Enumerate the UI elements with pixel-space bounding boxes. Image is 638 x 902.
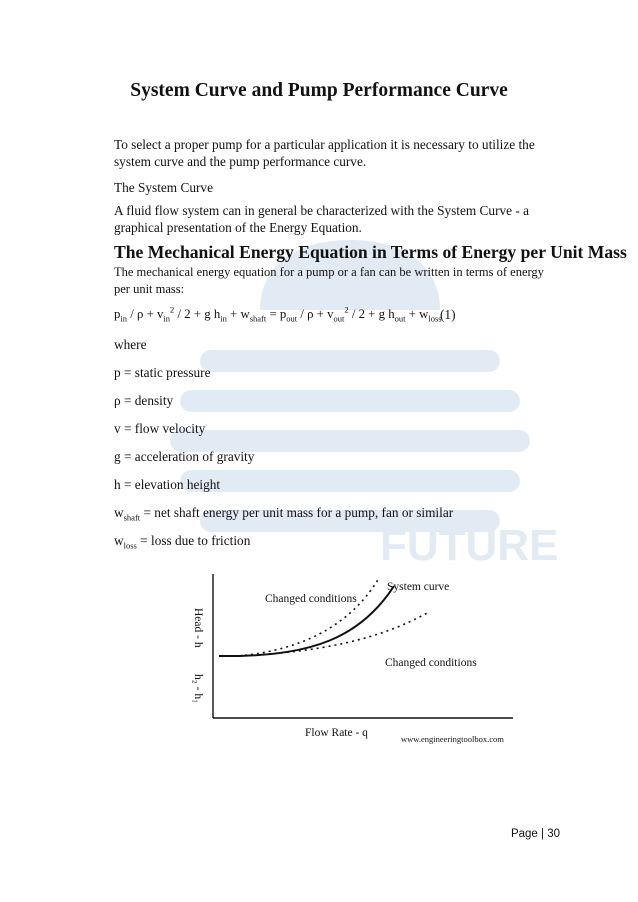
axis-label-flow-rate: Flow Rate - q [305, 727, 368, 739]
changed-conditions-lower-line [239, 612, 429, 656]
label-changed-top: Changed conditions [265, 593, 357, 605]
axis-label-h2-h1: h₂ - h₁ [192, 674, 204, 704]
intro-paragraph: To select a proper pump for a particular application it is necessary to utilize the system curve and the pump performance curve. [114, 137, 535, 169]
section-text: The mechanical energy equation for a pump or a fan can be written in terms of energy per unit mass: [114, 265, 544, 296]
page-title: System Curve and Pump Performance Curve [130, 80, 508, 101]
label-changed-bottom: Changed conditions [385, 657, 477, 669]
definition-wloss-text: = loss due to friction [140, 533, 251, 548]
definition-velocity: v = flow velocity [114, 421, 206, 436]
definition-wshaft-text: = net shaft energy per unit mass for a pump, fan or similar [143, 505, 454, 520]
watermark-text: FUTURE [380, 521, 559, 570]
equation-number: (1) [440, 307, 456, 322]
definition-gravity: g = acceleration of gravity [114, 449, 255, 464]
energy-equation: $p_{in} / \rho + v_{in}^2 / 2 + g$ $h_{in} + w_{shaft} = p_{out} / \rho + v_{out}^2 / 2 + g$ $h_{out} + w_{loss}$ [114, 304, 442, 324]
definition-density: ρ = density [114, 393, 174, 408]
definition-pressure: p = static pressure [114, 365, 211, 380]
section-heading: The Mechanical Energy Equation in Terms of Energy per Unit Mass [114, 242, 627, 262]
changed-conditions-upper-line [239, 578, 379, 656]
definition-elevation: h = elevation height [114, 477, 221, 492]
label-system-curve: System curve [387, 581, 450, 593]
axis-label-head: Head - h [192, 608, 204, 648]
intro2-paragraph: A fluid flow system can in general be characterized with the System Curve - a graphical presentation of the Energy Equation. [114, 203, 530, 235]
figure-source: www.engineeringtoolbox.com [401, 734, 504, 744]
page-footer: Page | 30 [510, 828, 560, 840]
where-label: where [114, 337, 147, 352]
definition-wshaft: $w_{shaft}$ = net shaft energy per unit mass for a pump, fan or similar [114, 505, 454, 523]
subheading-system-curve: The System Curve [114, 180, 213, 195]
definition-wloss: $w_{loss}$ = loss due to friction [114, 533, 251, 551]
system-curve-figure [179, 568, 519, 748]
